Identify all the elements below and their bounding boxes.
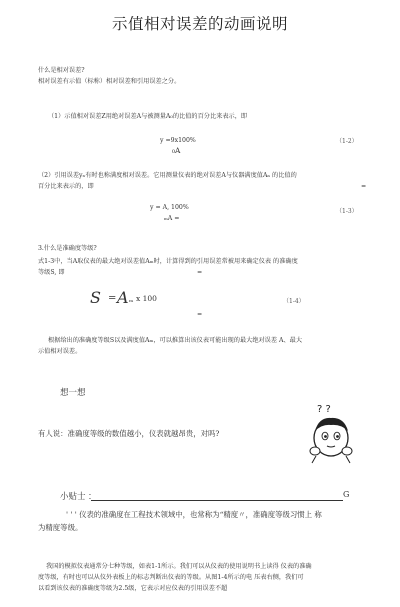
q3-line-2: 等级S, 即	[38, 269, 65, 276]
para-2-line-1: 我国的模拟仪表通常分七种等级，如表1-1所示。我们可以从仪表的使用说明书上读得 仪表的准确	[46, 563, 312, 570]
equation-number-1-4: （1-4）	[283, 298, 305, 305]
formula-1-2-bottom: ₀A	[172, 146, 181, 155]
page-title: 示值相对误差的动画说明	[111, 15, 288, 33]
stray-mark-2: =	[197, 269, 203, 276]
question-1: 什么是相对误差?	[38, 67, 85, 74]
formula-x100: x 100	[136, 294, 157, 303]
para-1-line-1: 根据给出的准确度等级S以及满度值Aₘ，可以推算出该仪表可能出现的最大绝对误差 A、最大	[48, 337, 303, 344]
stray-mark: =	[361, 183, 367, 190]
para-2-line-3: 以看到该仪表的准确度等级为2.5级，它表示对应仪表的引用误差不超	[38, 585, 228, 592]
formula-equals: =	[108, 293, 117, 304]
tip-underline	[91, 500, 343, 501]
formula-S: S	[90, 288, 101, 307]
tip-line-1: ' ' ' 仪表的准确度在工程技术领域中，也常称为“精度〃，准确度等级习惯上 称	[66, 510, 322, 519]
para-2-line-2: 度等级，有时也可以从仪外表板上的标志判断出仪表的等级。从图1-4所示的电 压表右侧，我们可	[38, 574, 304, 581]
think-question: 有人说：准确度等级的数值越小，仪表就越昂贵，对吗?	[38, 429, 220, 438]
equation-number-1-3: （1-3）	[336, 208, 358, 215]
item-2-line-1: （2）引用误差yₙ有时也称满度相对误差。它用测量仪表的绝对误差A与仪器满度值Aₙ 的比值的	[38, 172, 297, 179]
tip-end-mark: G	[343, 490, 350, 499]
formula-A: A	[117, 288, 129, 307]
formula-1-3-top: y = A, 100%	[150, 204, 189, 211]
equation-number-1-2: （1-2）	[336, 138, 358, 145]
para-1-line-2: 示值相对误差。	[38, 348, 82, 355]
tip-line-2: 为精度等级。	[38, 523, 83, 532]
formula-subscript: ₘ	[129, 296, 134, 304]
cartoon-question-marks: ? ?	[317, 404, 331, 415]
think-heading: 想一想	[60, 388, 86, 398]
question-3: 3.什么是准确度等级?	[38, 245, 97, 252]
item-1-text: （1）示值相对误差Z用绝对误差A与被测量A₀的比值的百分比来表示，即	[48, 113, 248, 120]
thinking-cartoon-icon	[302, 398, 360, 464]
item-2-line-2: 百分比来表示的，即	[38, 183, 94, 190]
formula-1-3-bottom: ₘA =	[164, 215, 180, 222]
answer-1: 相对误差有示值（标称）相对误差和引用误差之分。	[38, 78, 181, 85]
formula-1-2-top: y =9x100%	[160, 137, 196, 144]
q3-line-1: 式1-3中，当A取仪表的最大绝对误差值Aₘ时，计算得到的引用误差常被用来确定仪表 的准确度	[38, 258, 298, 265]
tip-colon: ：	[88, 492, 97, 502]
stray-mark-3: =	[197, 311, 203, 318]
tip-label: 小贴士	[60, 492, 86, 502]
